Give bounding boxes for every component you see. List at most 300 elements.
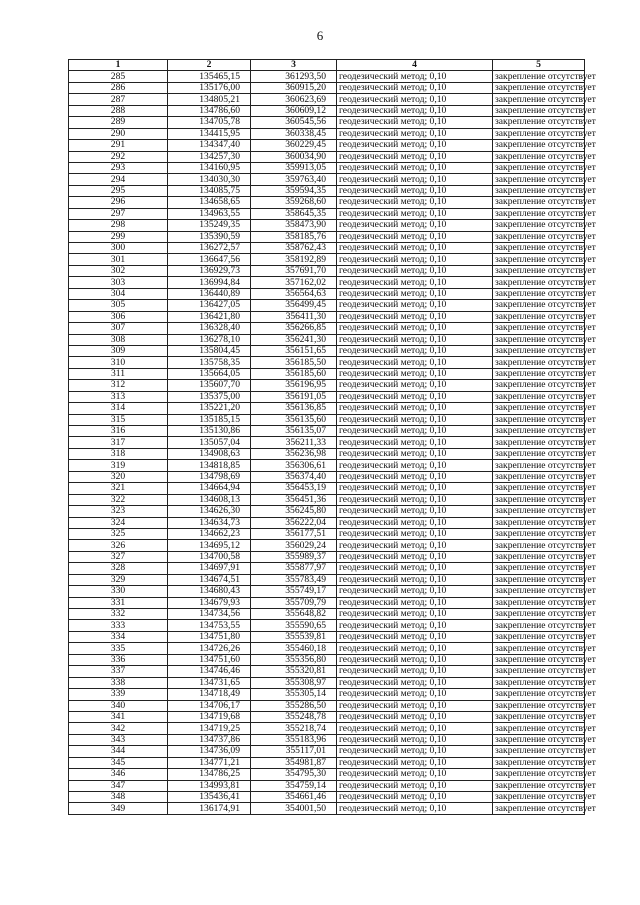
table-row (69, 586, 585, 597)
fixing-cell: закрепление отсутствует (493, 117, 585, 128)
fixing-cell: закрепление отсутствует (493, 151, 585, 162)
table-row (69, 471, 585, 482)
table-row (69, 528, 585, 539)
coord-x: 134751,60 (168, 654, 251, 665)
coord-y: 356196,95 (251, 380, 337, 391)
method-cell: геодезический метод; 0,10 (337, 391, 493, 402)
fixing-cell: закрепление отсутствует (493, 174, 585, 185)
coord-y: 356306,61 (251, 460, 337, 471)
method-cell: геодезический метод; 0,10 (337, 517, 493, 528)
method-cell: геодезический метод; 0,10 (337, 128, 493, 139)
table-row (69, 792, 585, 803)
method-cell: геодезический метод; 0,10 (337, 471, 493, 482)
method-cell: геодезический метод; 0,10 (337, 551, 493, 562)
table-row (69, 620, 585, 631)
coord-x: 136328,40 (168, 323, 251, 334)
table-row (69, 311, 585, 322)
coord-y: 356236,98 (251, 448, 337, 459)
point-number: 305 (69, 300, 168, 311)
point-number: 339 (69, 689, 168, 700)
coord-x: 136440,89 (168, 288, 251, 299)
coord-x: 135375,00 (168, 391, 251, 402)
coord-x: 136647,56 (168, 254, 251, 265)
table-row (69, 277, 585, 288)
coord-x: 135607,70 (168, 380, 251, 391)
coord-y: 356136,85 (251, 403, 337, 414)
coord-y: 355356,80 (251, 654, 337, 665)
coord-x: 134908,63 (168, 448, 251, 459)
table-row (69, 437, 585, 448)
method-cell: геодезический метод; 0,10 (337, 723, 493, 734)
coord-y: 355749,17 (251, 586, 337, 597)
table-row (69, 380, 585, 391)
coord-y: 359763,40 (251, 174, 337, 185)
coord-y: 354759,14 (251, 780, 337, 791)
fixing-cell: закрепление отсутствует (493, 391, 585, 402)
method-cell: геодезический метод; 0,10 (337, 803, 493, 814)
point-number: 310 (69, 357, 168, 368)
method-cell: геодезический метод; 0,10 (337, 528, 493, 539)
method-cell: геодезический метод; 0,10 (337, 243, 493, 254)
coord-y: 360609,12 (251, 105, 337, 116)
fixing-cell: закрепление отсутствует (493, 380, 585, 391)
point-number: 288 (69, 105, 168, 116)
point-number: 303 (69, 277, 168, 288)
point-number: 298 (69, 220, 168, 231)
coord-y: 356185,60 (251, 368, 337, 379)
fixing-cell: закрепление отсутствует (493, 162, 585, 173)
coord-x: 135185,15 (168, 414, 251, 425)
coord-y: 356564,63 (251, 288, 337, 299)
fixing-cell: закрепление отсутствует (493, 780, 585, 791)
point-number: 314 (69, 403, 168, 414)
method-cell: геодезический метод; 0,10 (337, 631, 493, 642)
table-row (69, 128, 585, 139)
table-row (69, 757, 585, 768)
point-number: 292 (69, 151, 168, 162)
method-cell: геодезический метод; 0,10 (337, 368, 493, 379)
table-row (69, 700, 585, 711)
coord-x: 135436,41 (168, 792, 251, 803)
coord-y: 355460,18 (251, 643, 337, 654)
coord-x: 134798,69 (168, 471, 251, 482)
coord-y: 360915,20 (251, 82, 337, 93)
point-number: 315 (69, 414, 168, 425)
method-cell: геодезический метод; 0,10 (337, 437, 493, 448)
method-cell: геодезический метод; 0,10 (337, 620, 493, 631)
fixing-cell: закрепление отсутствует (493, 243, 585, 254)
method-cell: геодезический метод; 0,10 (337, 265, 493, 276)
coord-y: 355218,74 (251, 723, 337, 734)
method-cell: геодезический метод; 0,10 (337, 162, 493, 173)
fixing-cell: закрепление отсутствует (493, 643, 585, 654)
method-cell: геодезический метод; 0,10 (337, 483, 493, 494)
fixing-cell: закрепление отсутствует (493, 746, 585, 757)
table-row (69, 426, 585, 437)
method-cell: геодезический метод; 0,10 (337, 769, 493, 780)
method-cell: геодезический метод; 0,10 (337, 597, 493, 608)
method-cell: геодезический метод; 0,10 (337, 94, 493, 105)
point-number: 312 (69, 380, 168, 391)
fixing-cell: закрепление отсутствует (493, 403, 585, 414)
fixing-cell: закрепление отсутствует (493, 586, 585, 597)
method-cell: геодезический метод; 0,10 (337, 792, 493, 803)
coord-y: 355783,49 (251, 574, 337, 585)
coord-x: 134737,86 (168, 734, 251, 745)
coord-y: 355305,14 (251, 689, 337, 700)
fixing-cell: закрепление отсутствует (493, 609, 585, 620)
table-row (69, 666, 585, 677)
point-number: 316 (69, 426, 168, 437)
coord-x: 135221,20 (168, 403, 251, 414)
coord-x: 134662,23 (168, 528, 251, 539)
header-col-3: 3 (251, 60, 337, 71)
method-cell: геодезический метод; 0,10 (337, 574, 493, 585)
method-cell: геодезический метод; 0,10 (337, 208, 493, 219)
coord-y: 358645,35 (251, 208, 337, 219)
coord-y: 356453,19 (251, 483, 337, 494)
coord-y: 356135,07 (251, 426, 337, 437)
coord-y: 355308,97 (251, 677, 337, 688)
fixing-cell: закрепление отсутствует (493, 483, 585, 494)
coord-x: 136272,57 (168, 243, 251, 254)
point-number: 291 (69, 140, 168, 151)
fixing-cell: закрепление отсутствует (493, 769, 585, 780)
coord-x: 135804,45 (168, 345, 251, 356)
method-cell: геодезический метод; 0,10 (337, 311, 493, 322)
coord-x: 136994,84 (168, 277, 251, 288)
coord-y: 356151,65 (251, 345, 337, 356)
method-cell: геодезический метод; 0,10 (337, 231, 493, 242)
fixing-cell: закрепление отсутствует (493, 140, 585, 151)
table-row (69, 494, 585, 505)
coord-y: 358185,76 (251, 231, 337, 242)
coord-x: 135176,00 (168, 82, 251, 93)
coord-y: 358762,43 (251, 243, 337, 254)
coord-y: 355539,81 (251, 631, 337, 642)
coordinates-table (68, 59, 596, 815)
point-number: 331 (69, 597, 168, 608)
coord-y: 355648,82 (251, 609, 337, 620)
coord-x: 134697,91 (168, 563, 251, 574)
coord-x: 134257,30 (168, 151, 251, 162)
table-row (69, 654, 585, 665)
table-row (69, 300, 585, 311)
fixing-cell: закрепление отсутствует (493, 300, 585, 311)
point-number: 293 (69, 162, 168, 173)
coord-x: 134771,21 (168, 757, 251, 768)
fixing-cell: закрепление отсутствует (493, 197, 585, 208)
method-cell: геодезический метод; 0,10 (337, 711, 493, 722)
coord-y: 360338,45 (251, 128, 337, 139)
fixing-cell: закрепление отсутствует (493, 711, 585, 722)
coord-x: 134736,09 (168, 746, 251, 757)
fixing-cell: закрепление отсутствует (493, 128, 585, 139)
fixing-cell: закрепление отсутствует (493, 254, 585, 265)
coord-y: 356374,40 (251, 471, 337, 482)
coord-x: 134786,60 (168, 105, 251, 116)
coord-x: 135249,35 (168, 220, 251, 231)
fixing-cell: закрепление отсутствует (493, 414, 585, 425)
method-cell: геодезический метод; 0,10 (337, 494, 493, 505)
table-row (69, 323, 585, 334)
coord-x: 134993,81 (168, 780, 251, 791)
coord-y: 356211,33 (251, 437, 337, 448)
fixing-cell: закрепление отсутствует (493, 220, 585, 231)
method-cell: геодезический метод; 0,10 (337, 426, 493, 437)
point-number: 307 (69, 323, 168, 334)
coord-y: 354795,30 (251, 769, 337, 780)
point-number: 346 (69, 769, 168, 780)
coord-x: 134753,55 (168, 620, 251, 631)
method-cell: геодезический метод; 0,10 (337, 734, 493, 745)
point-number: 337 (69, 666, 168, 677)
coord-x: 134608,13 (168, 494, 251, 505)
fixing-cell: закрепление отсутствует (493, 700, 585, 711)
coord-y: 359913,05 (251, 162, 337, 173)
point-number: 296 (69, 197, 168, 208)
coord-y: 355248,78 (251, 711, 337, 722)
method-cell: геодезический метод; 0,10 (337, 345, 493, 356)
table-row (69, 483, 585, 494)
table-row (69, 448, 585, 459)
point-number: 329 (69, 574, 168, 585)
coord-y: 360545,56 (251, 117, 337, 128)
method-cell: геодезический метод; 0,10 (337, 540, 493, 551)
coord-y: 354981,87 (251, 757, 337, 768)
coord-x: 136174,91 (168, 803, 251, 814)
method-cell: геодезический метод; 0,10 (337, 757, 493, 768)
point-number: 311 (69, 368, 168, 379)
coord-x: 134719,68 (168, 711, 251, 722)
fixing-cell: закрепление отсутствует (493, 94, 585, 105)
coord-x: 134415,95 (168, 128, 251, 139)
coord-x: 134700,58 (168, 551, 251, 562)
coord-y: 355989,37 (251, 551, 337, 562)
coord-x: 134664,94 (168, 483, 251, 494)
method-cell: геодезический метод; 0,10 (337, 254, 493, 265)
method-cell: геодезический метод; 0,10 (337, 71, 493, 82)
method-cell: геодезический метод; 0,10 (337, 323, 493, 334)
coord-y: 356451,36 (251, 494, 337, 505)
point-number: 323 (69, 506, 168, 517)
coord-y: 356245,80 (251, 506, 337, 517)
point-number: 285 (69, 71, 168, 82)
point-number: 295 (69, 185, 168, 196)
point-number: 302 (69, 265, 168, 276)
point-number: 344 (69, 746, 168, 757)
point-number: 299 (69, 231, 168, 242)
fixing-cell: закрепление отсутствует (493, 506, 585, 517)
coord-x: 134726,26 (168, 643, 251, 654)
point-number: 294 (69, 174, 168, 185)
method-cell: геодезический метод; 0,10 (337, 448, 493, 459)
fixing-cell: закрепление отсутствует (493, 574, 585, 585)
point-number: 313 (69, 391, 168, 402)
method-cell: геодезический метод; 0,10 (337, 220, 493, 231)
method-cell: геодезический метод; 0,10 (337, 117, 493, 128)
fixing-cell: закрепление отсутствует (493, 734, 585, 745)
coord-x: 135130,86 (168, 426, 251, 437)
point-number: 334 (69, 631, 168, 642)
method-cell: геодезический метод; 0,10 (337, 460, 493, 471)
table-row (69, 254, 585, 265)
table-row (69, 609, 585, 620)
header-col-1: 1 (69, 60, 168, 71)
fixing-cell: закрепление отсутствует (493, 460, 585, 471)
coord-y: 356191,05 (251, 391, 337, 402)
table-row (69, 734, 585, 745)
coord-x: 134963,55 (168, 208, 251, 219)
method-cell: геодезический метод; 0,10 (337, 140, 493, 151)
point-number: 309 (69, 345, 168, 356)
fixing-cell: закрепление отсутствует (493, 597, 585, 608)
table-row (69, 597, 585, 608)
method-cell: геодезический метод; 0,10 (337, 288, 493, 299)
method-cell: геодезический метод; 0,10 (337, 174, 493, 185)
table-row (69, 506, 585, 517)
table-row (69, 82, 585, 93)
coord-x: 134805,21 (168, 94, 251, 105)
coord-x: 136929,73 (168, 265, 251, 276)
coord-y: 356177,51 (251, 528, 337, 539)
point-number: 324 (69, 517, 168, 528)
table-row (69, 711, 585, 722)
table-row (69, 631, 585, 642)
method-cell: геодезический метод; 0,10 (337, 151, 493, 162)
table-row (69, 746, 585, 757)
fixing-cell: закрепление отсутствует (493, 105, 585, 116)
method-cell: геодезический метод; 0,10 (337, 746, 493, 757)
fixing-cell: закрепление отсутствует (493, 803, 585, 814)
point-number: 286 (69, 82, 168, 93)
coord-x: 134347,40 (168, 140, 251, 151)
page-number: 6 (316, 28, 324, 43)
method-cell: геодезический метод; 0,10 (337, 643, 493, 654)
table-row (69, 357, 585, 368)
coord-x: 134705,78 (168, 117, 251, 128)
method-cell: геодезический метод; 0,10 (337, 277, 493, 288)
method-cell: геодезический метод; 0,10 (337, 197, 493, 208)
method-cell: геодезический метод; 0,10 (337, 414, 493, 425)
coord-x: 134706,17 (168, 700, 251, 711)
point-number: 345 (69, 757, 168, 768)
fixing-cell: закрепление отсутствует (493, 792, 585, 803)
point-number: 335 (69, 643, 168, 654)
coord-x: 134731,65 (168, 677, 251, 688)
fixing-cell: закрепление отсутствует (493, 723, 585, 734)
method-cell: геодезический метод; 0,10 (337, 689, 493, 700)
method-cell: геодезический метод; 0,10 (337, 780, 493, 791)
table-row (69, 231, 585, 242)
point-number: 319 (69, 460, 168, 471)
coord-y: 356185,50 (251, 357, 337, 368)
fixing-cell: закрепление отсутствует (493, 551, 585, 562)
fixing-cell: закрепление отсутствует (493, 311, 585, 322)
point-number: 342 (69, 723, 168, 734)
method-cell: геодезический метод; 0,10 (337, 334, 493, 345)
table-row (69, 345, 585, 356)
coord-y: 355320,81 (251, 666, 337, 677)
coord-y: 360229,45 (251, 140, 337, 151)
point-number: 340 (69, 700, 168, 711)
coord-x: 134818,85 (168, 460, 251, 471)
fixing-cell: закрепление отсутствует (493, 666, 585, 677)
point-number: 338 (69, 677, 168, 688)
fixing-cell: закрепление отсутствует (493, 345, 585, 356)
method-cell: геодезический метод; 0,10 (337, 700, 493, 711)
method-cell: геодезический метод; 0,10 (337, 677, 493, 688)
coord-y: 356411,30 (251, 311, 337, 322)
method-cell: геодезический метод; 0,10 (337, 403, 493, 414)
coord-y: 354661,46 (251, 792, 337, 803)
coord-y: 361293,50 (251, 71, 337, 82)
method-cell: геодезический метод; 0,10 (337, 654, 493, 665)
method-cell: геодезический метод; 0,10 (337, 380, 493, 391)
coord-y: 354001,50 (251, 803, 337, 814)
table-row (69, 208, 585, 219)
coord-y: 355877,97 (251, 563, 337, 574)
table-row (69, 517, 585, 528)
fixing-cell: закрепление отсутствует (493, 82, 585, 93)
fixing-cell: закрепление отсутствует (493, 654, 585, 665)
fixing-cell: закрепление отсутствует (493, 448, 585, 459)
coord-x: 134751,80 (168, 631, 251, 642)
coord-x: 134734,56 (168, 609, 251, 620)
point-number: 318 (69, 448, 168, 459)
coord-x: 135664,05 (168, 368, 251, 379)
coord-x: 134634,73 (168, 517, 251, 528)
coord-y: 356135,60 (251, 414, 337, 425)
fixing-cell: закрепление отсутствует (493, 517, 585, 528)
point-number: 290 (69, 128, 168, 139)
coord-x: 136427,05 (168, 300, 251, 311)
method-cell: геодезический метод; 0,10 (337, 300, 493, 311)
point-number: 347 (69, 780, 168, 791)
fixing-cell: закрепление отсутствует (493, 540, 585, 551)
coord-y: 357691,70 (251, 265, 337, 276)
coord-y: 355590,65 (251, 620, 337, 631)
point-number: 322 (69, 494, 168, 505)
point-number: 327 (69, 551, 168, 562)
table-row (69, 368, 585, 379)
fixing-cell: закрепление отсутствует (493, 368, 585, 379)
table-row (69, 551, 585, 562)
method-cell: геодезический метод; 0,10 (337, 185, 493, 196)
table-row (69, 117, 585, 128)
coord-x: 134680,43 (168, 586, 251, 597)
fixing-cell: закрепление отсутствует (493, 471, 585, 482)
table-row (69, 94, 585, 105)
table-row (69, 71, 585, 82)
fixing-cell: закрепление отсутствует (493, 757, 585, 768)
point-number: 304 (69, 288, 168, 299)
table-row (69, 574, 585, 585)
table-row (69, 265, 585, 276)
coord-y: 355183,96 (251, 734, 337, 745)
point-number: 321 (69, 483, 168, 494)
point-number: 300 (69, 243, 168, 254)
point-number: 330 (69, 586, 168, 597)
table-row (69, 780, 585, 791)
fixing-cell: закрепление отсутствует (493, 334, 585, 345)
coord-y: 360034,90 (251, 151, 337, 162)
table-row (69, 162, 585, 173)
coord-y: 356241,30 (251, 334, 337, 345)
coord-x: 134160,95 (168, 162, 251, 173)
table-row (69, 185, 585, 196)
table-header-row (69, 60, 585, 71)
